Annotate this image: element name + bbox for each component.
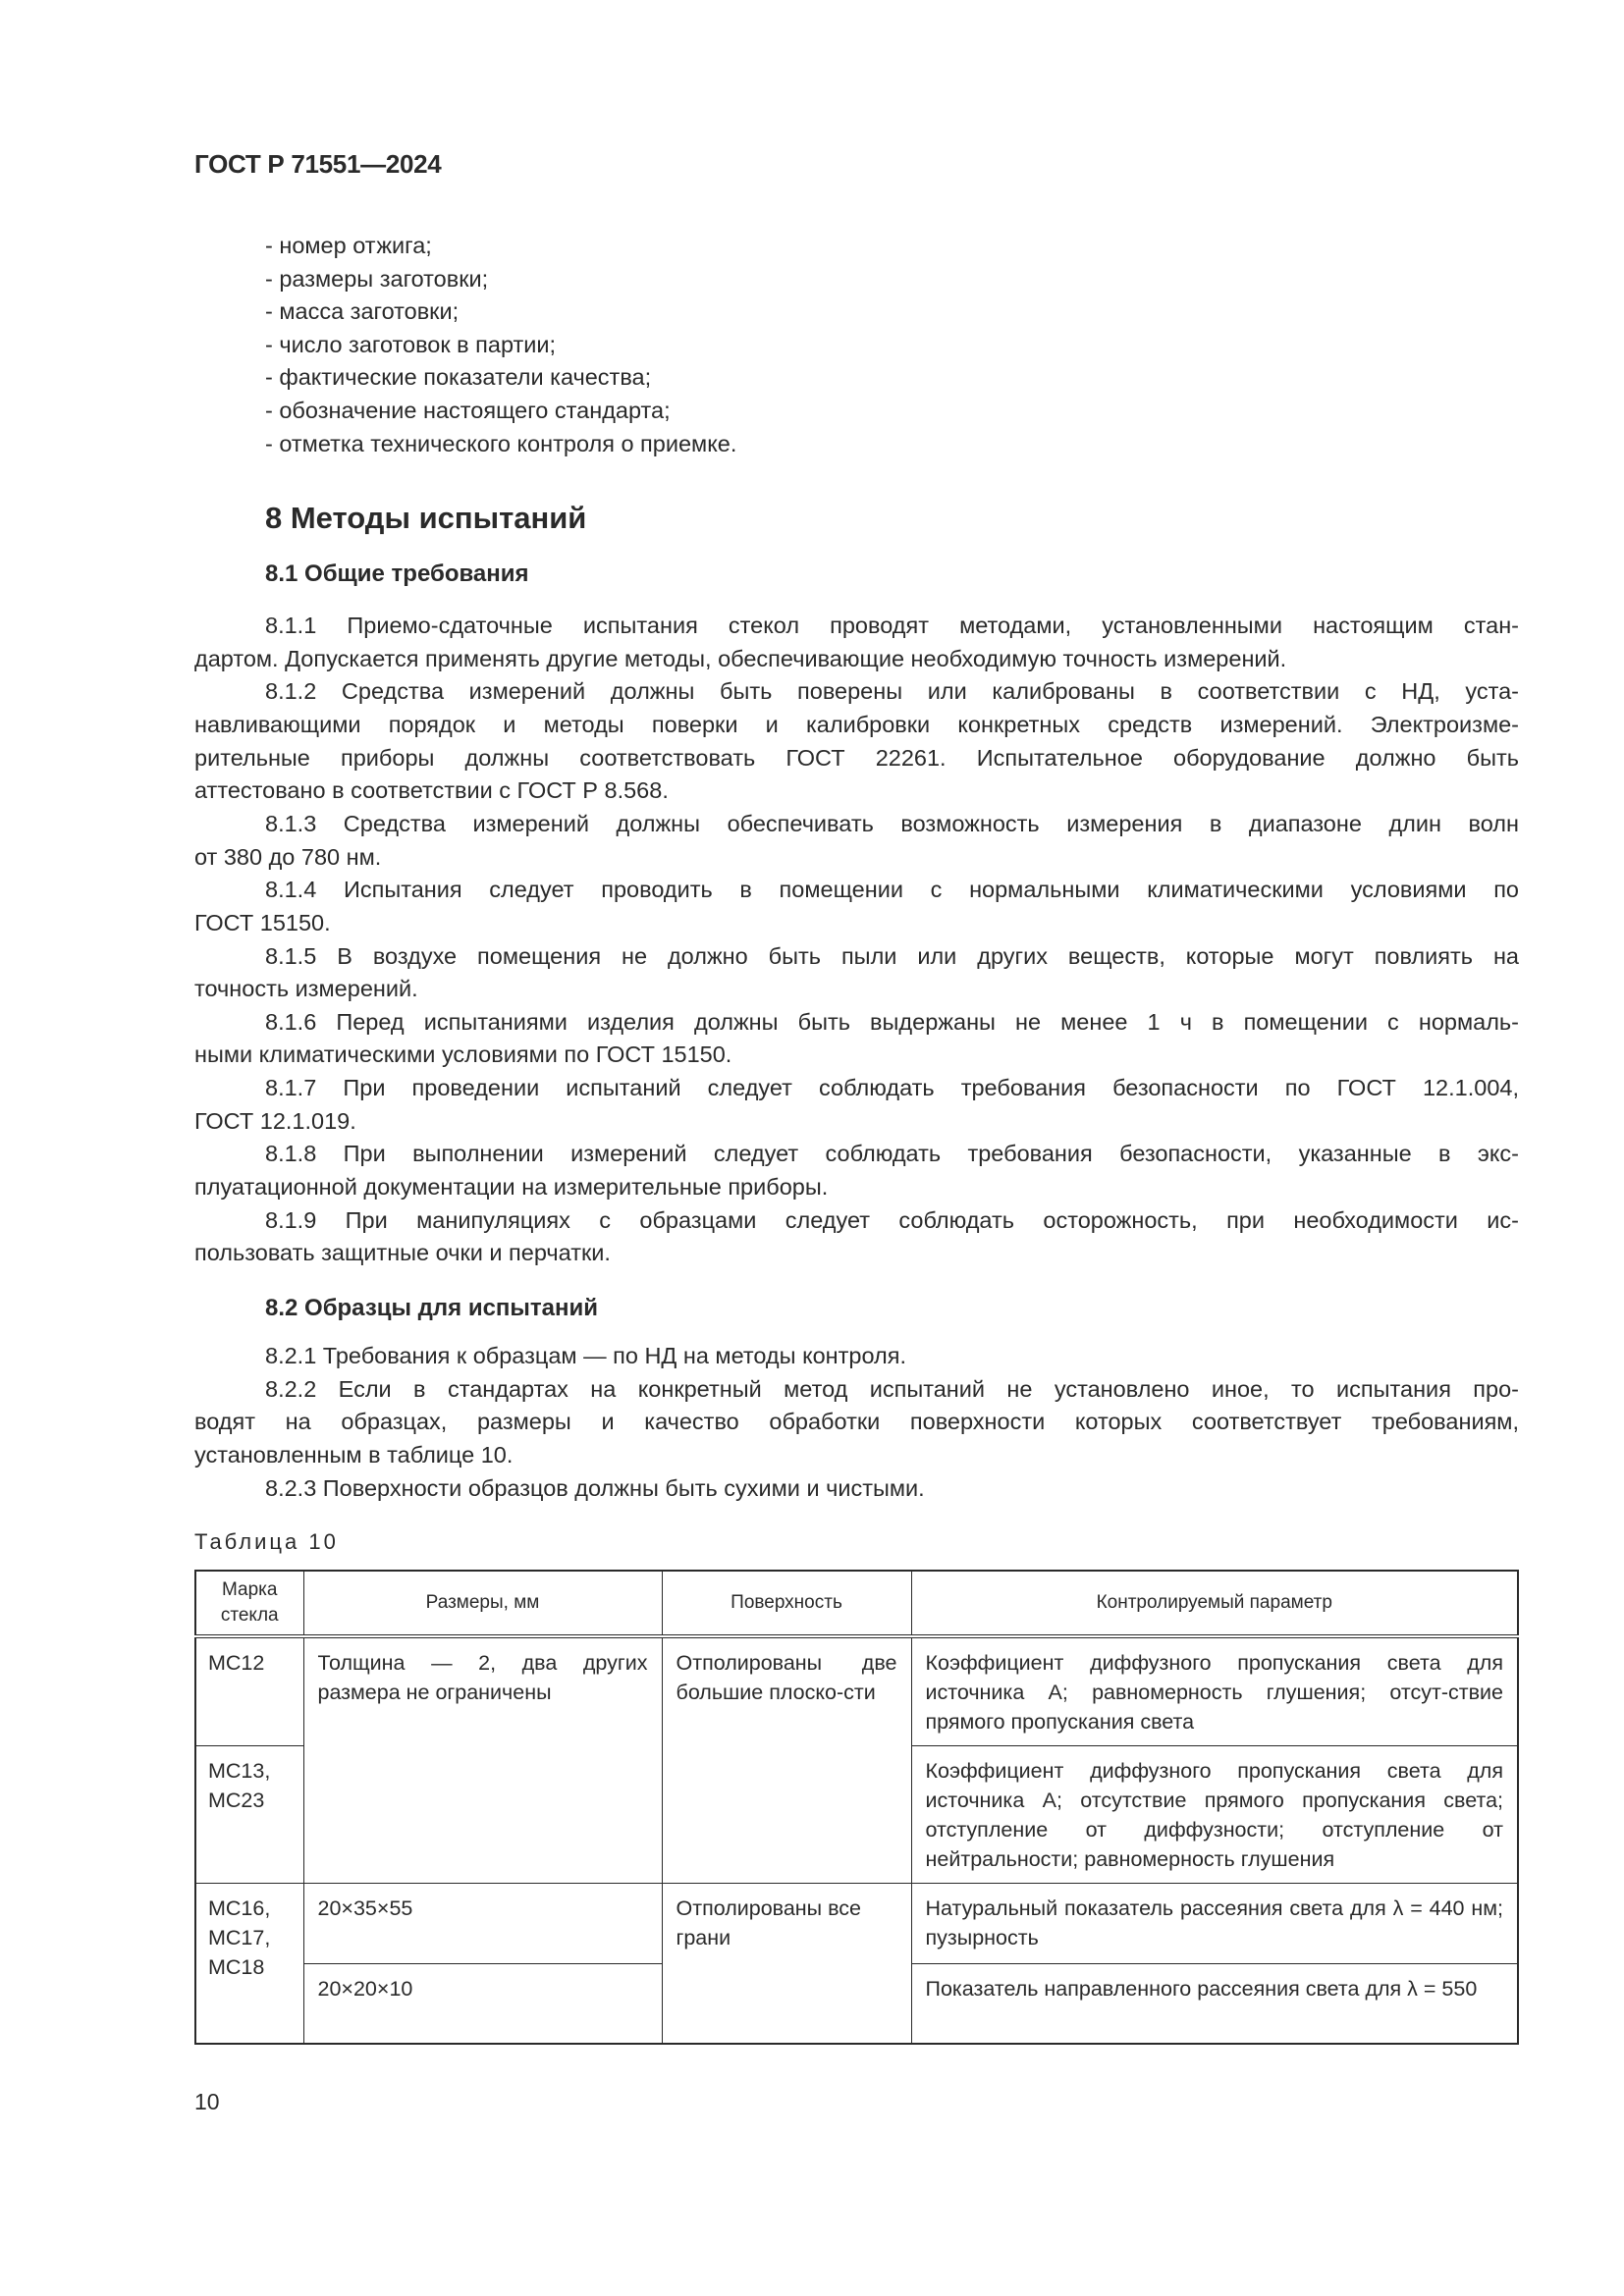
- param-cell: Натуральный показатель рассеяния света для λ = 440 нм; пузырность: [911, 1883, 1518, 1963]
- paragraph-line: аттестовано в соответствии с ГОСТ Р 8.568.: [194, 777, 669, 804]
- paragraph-line: 8.2.3 Поверхности образцов должны быть сухими и чистыми.: [265, 1474, 925, 1501]
- paragraph-line: 8.1.7 При проведении испытаний следует соблюдать требования безопасности по ГОСТ 12.1.004,: [265, 1075, 1519, 1101]
- size-cell: 20×20×10: [303, 1963, 662, 2044]
- grade-cell: МС13, МС23: [195, 1745, 303, 1883]
- subsection-title-8-1: 8.1 Общие требования: [265, 561, 529, 587]
- paragraph-line: навливающими порядок и методы поверки и калибровки конкретных средств измерений. Электроизме-: [194, 711, 1519, 737]
- param-cell: Коэффициент диффузного пропускания света для источника А; отсутствие прямого пропускания света; отступление от диффузности; отступление от нейтральности; равномерность глушения: [911, 1745, 1518, 1883]
- section-title: 8 Методы испытаний: [265, 501, 587, 535]
- paragraph-line: 8.2.2 Если в стандартах на конкретный метод испытаний не установлено иное, то испытания про-: [265, 1375, 1519, 1402]
- header-cell: Контролируемый параметр: [911, 1571, 1518, 1636]
- paragraph-line: 8.2.1 Требования к образцам — по НД на методы контроля.: [265, 1343, 907, 1368]
- list-item: - размеры заготовки;: [265, 265, 489, 292]
- paragraph-line: водят на образцах, размеры и качество обработки поверхности которых соответствует требованиям,: [194, 1409, 1519, 1435]
- paragraph-line: ными климатическими условиями по ГОСТ 15150.: [194, 1041, 732, 1068]
- size-cell: Толщина — 2, два других размера не ограничены: [303, 1636, 662, 1883]
- list-item: - масса заготовки;: [265, 298, 460, 325]
- param-cell: Коэффициент диффузного пропускания света для источника А; равномерность глушения; отсут-ствие прямого пропускания света: [911, 1636, 1518, 1745]
- size-cell: 20×35×55: [303, 1883, 662, 1963]
- table-row: [195, 1636, 1518, 1745]
- paragraph-line: установленным в таблице 10.: [194, 1441, 514, 1468]
- list-item: - номер отжига;: [265, 233, 432, 258]
- paragraph-line: точность измерений.: [194, 976, 418, 1002]
- page-number: 10: [194, 2089, 220, 2114]
- grade-cell: МС12: [195, 1636, 303, 1745]
- header-cell: Размеры, мм: [303, 1571, 662, 1636]
- paragraph-line: 8.1.6 Перед испытаниями изделия должны быть выдержаны не менее 1 ч в помещении с нормаль-: [265, 1008, 1519, 1035]
- list-item: - обозначение настоящего стандарта;: [265, 398, 671, 423]
- paragraph-line: 8.1.2 Средства измерений должны быть поверены или калиброваны в соответствии с НД, уста-: [265, 678, 1519, 705]
- table-caption: Таблица 10: [194, 1529, 339, 1554]
- paragraph-line: 8.1.4 Испытания следует проводить в помещении с нормальными климатическими условиями по: [265, 877, 1519, 903]
- header-cell: Поверхность: [662, 1571, 911, 1636]
- list-item: - фактические показатели качества;: [265, 364, 652, 391]
- paragraph-line: 8.1.1 Приемо-сдаточные испытания стекол проводят методами, установленными настоящим стан-: [265, 613, 1519, 638]
- paragraph-line: 8.1.5 В воздухе помещения не должно быть пыли или других веществ, которые могут повлиять на: [265, 942, 1519, 969]
- paragraph-line: плуатационной документации на измерительные приборы.: [194, 1174, 829, 1201]
- paragraph-line: 8.1.9 При манипуляциях с образцами следует соблюдать осторожность, при необходимости ис-: [265, 1206, 1519, 1233]
- paragraph-line: пользовать защитные очки и перчатки.: [194, 1240, 611, 1266]
- surface-cell: Отполированы две большие плоско-сти: [662, 1636, 911, 1883]
- list-item: - число заготовок в партии;: [265, 331, 557, 357]
- subsection-title-8-2: 8.2 Образцы для испытаний: [265, 1295, 599, 1321]
- grade-cell: МС16, МС17, МС18: [195, 1883, 303, 2044]
- paragraph-line: ГОСТ 12.1.019.: [194, 1107, 356, 1134]
- table-10: [194, 1570, 1519, 2045]
- paragraph-line: рительные приборы должны соответствовать ГОСТ 22261. Испытательное оборудование должно быть: [194, 744, 1519, 771]
- paragraph-line: 8.1.8 При выполнении измерений следует соблюдать требования безопасности, указанные в экс-: [265, 1141, 1519, 1167]
- document-header: ГОСТ Р 71551—2024: [194, 149, 442, 179]
- table-header-row: [195, 1571, 1518, 1636]
- header-cell: Марка стекла: [195, 1571, 303, 1636]
- table-row: [195, 1883, 1518, 1963]
- list-item: - отметка технического контроля о приемке.: [265, 430, 737, 456]
- paragraph-line: дартом. Допускается применять другие методы, обеспечивающие необходимую точность измерений.: [194, 645, 1287, 671]
- param-cell: Показатель направленного рассеяния света для λ = 550: [911, 1963, 1518, 2044]
- paragraph-line: 8.1.3 Средства измерений должны обеспечивать возможность измерения в диапазоне длин волн: [265, 810, 1519, 836]
- paragraph-line: ГОСТ 15150.: [194, 909, 331, 935]
- paragraph-line: от 380 до 780 нм.: [194, 843, 382, 870]
- surface-cell: Отполированы все грани: [662, 1883, 911, 2044]
